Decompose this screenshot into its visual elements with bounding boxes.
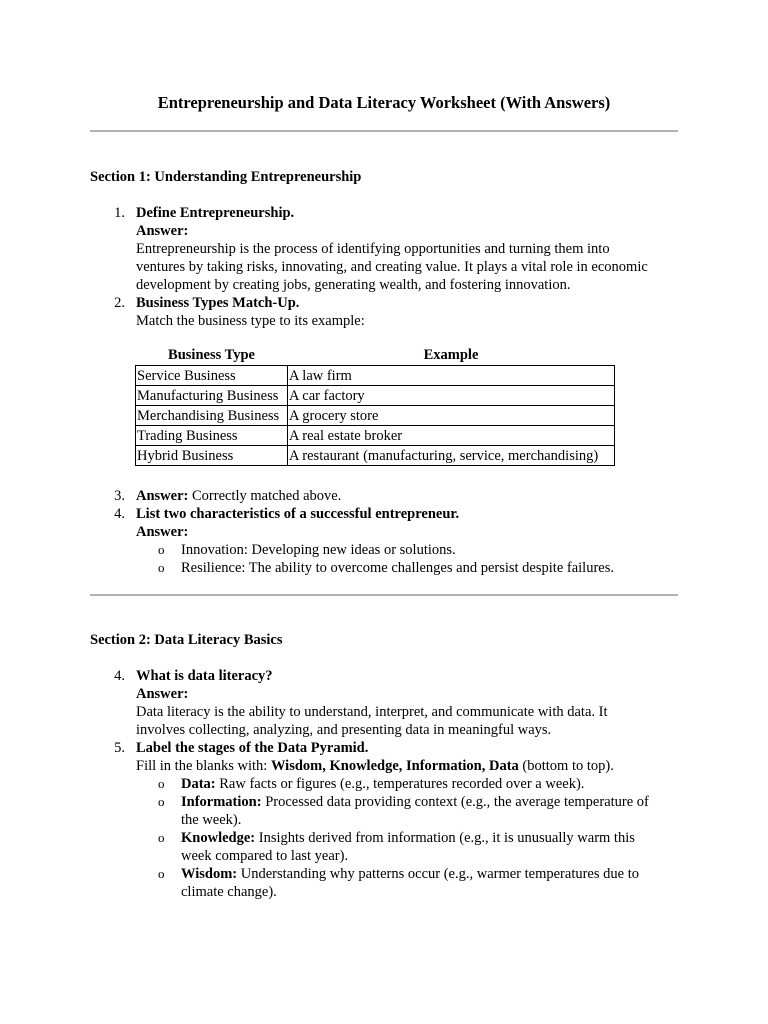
q5-instruction: Fill in the blanks with: Wisdom, Knowledge, Information, Data (bottom to top). xyxy=(136,758,614,774)
s2-q4-number: 4. xyxy=(114,668,125,684)
list-item: Innovation: Developing new ideas or solutions. xyxy=(181,542,456,558)
q2-number: 2. xyxy=(114,295,125,311)
section-2-heading: Section 2: Data Literacy Basics xyxy=(90,632,283,648)
q5-title: Label the stages of the Data Pyramid. xyxy=(136,740,369,756)
table-cell: A car factory xyxy=(288,386,615,406)
q1-answer-label: Answer: xyxy=(136,223,189,239)
table-row xyxy=(136,406,615,426)
bullet-icon: o xyxy=(158,560,165,575)
bullet-icon: o xyxy=(158,866,165,881)
q3-number: 3. xyxy=(114,488,125,504)
q2-instruction: Match the business type to its example: xyxy=(136,313,365,329)
list-item-continuation: week compared to last year). xyxy=(181,848,349,864)
s1-q4-title: List two characteristics of a successful entrepreneur. xyxy=(136,506,460,522)
table-row xyxy=(136,366,615,386)
q1-answer-line: ventures by taking risks, innovating, and creating value. It plays a vital role in economic xyxy=(136,259,648,275)
table-cell: A grocery store xyxy=(288,406,615,426)
table-row xyxy=(136,446,615,466)
s1-q4-number: 4. xyxy=(114,506,125,522)
divider xyxy=(90,130,678,132)
table-cell: Hybrid Business xyxy=(136,446,288,466)
list-item-continuation: the week). xyxy=(181,812,242,828)
list-item-continuation: climate change). xyxy=(181,884,277,900)
q1-number: 1. xyxy=(114,205,125,221)
s2-q4-answer-line: Data literacy is the ability to understand, interpret, and communicate with data. It xyxy=(136,704,608,720)
table-cell: Service Business xyxy=(136,366,288,386)
table-cell: A restaurant (manufacturing, service, merchandising) xyxy=(288,446,615,466)
table-cell: A real estate broker xyxy=(288,426,615,446)
q1-answer-line: development by creating jobs, generating wealth, and fostering innovation. xyxy=(136,277,571,293)
business-types-table xyxy=(135,345,615,466)
q5-number: 5. xyxy=(114,740,125,756)
bullet-icon: o xyxy=(158,776,165,791)
s2-q4-title: What is data literacy? xyxy=(136,668,273,684)
q2-title: Business Types Match-Up. xyxy=(136,295,300,311)
list-item: Information: Processed data providing context (e.g., the average temperature of xyxy=(181,794,649,810)
table-header-row xyxy=(136,345,615,366)
q1-title: Define Entrepreneurship. xyxy=(136,205,295,221)
list-item: Wisdom: Understanding why patterns occur (e.g., warmer temperatures due to xyxy=(181,866,639,882)
list-item: Knowledge: Insights derived from information (e.g., it is unusually warm this xyxy=(181,830,635,846)
table-row xyxy=(136,386,615,406)
bullet-icon: o xyxy=(158,794,165,809)
table-cell: Manufacturing Business xyxy=(136,386,288,406)
table-cell: A law firm xyxy=(288,366,615,386)
q3-answer: Answer: Correctly matched above. xyxy=(136,488,342,504)
table-header: Example xyxy=(423,347,479,363)
s1-q4-answer-label: Answer: xyxy=(136,524,189,540)
bullet-icon: o xyxy=(158,542,165,557)
table-header: Business Type xyxy=(168,347,255,363)
q1-answer-line: Entrepreneurship is the process of identifying opportunities and turning them into xyxy=(136,241,610,257)
s2-q4-answer-label: Answer: xyxy=(136,686,189,702)
list-item: Data: Raw facts or figures (e.g., temperatures recorded over a week). xyxy=(181,776,585,792)
page-title: Entrepreneurship and Data Literacy Worksheet (With Answers) xyxy=(157,93,611,112)
divider xyxy=(90,594,678,596)
s2-q4-answer-line: involves collecting, analyzing, and presenting data in meaningful ways. xyxy=(136,722,552,738)
list-item: Resilience: The ability to overcome challenges and persist despite failures. xyxy=(181,560,614,576)
section-1-heading: Section 1: Understanding Entrepreneurship xyxy=(90,169,362,185)
table-cell: Merchandising Business xyxy=(136,406,288,426)
table-row xyxy=(136,426,615,446)
bullet-icon: o xyxy=(158,830,165,845)
table-cell: Trading Business xyxy=(136,426,288,446)
